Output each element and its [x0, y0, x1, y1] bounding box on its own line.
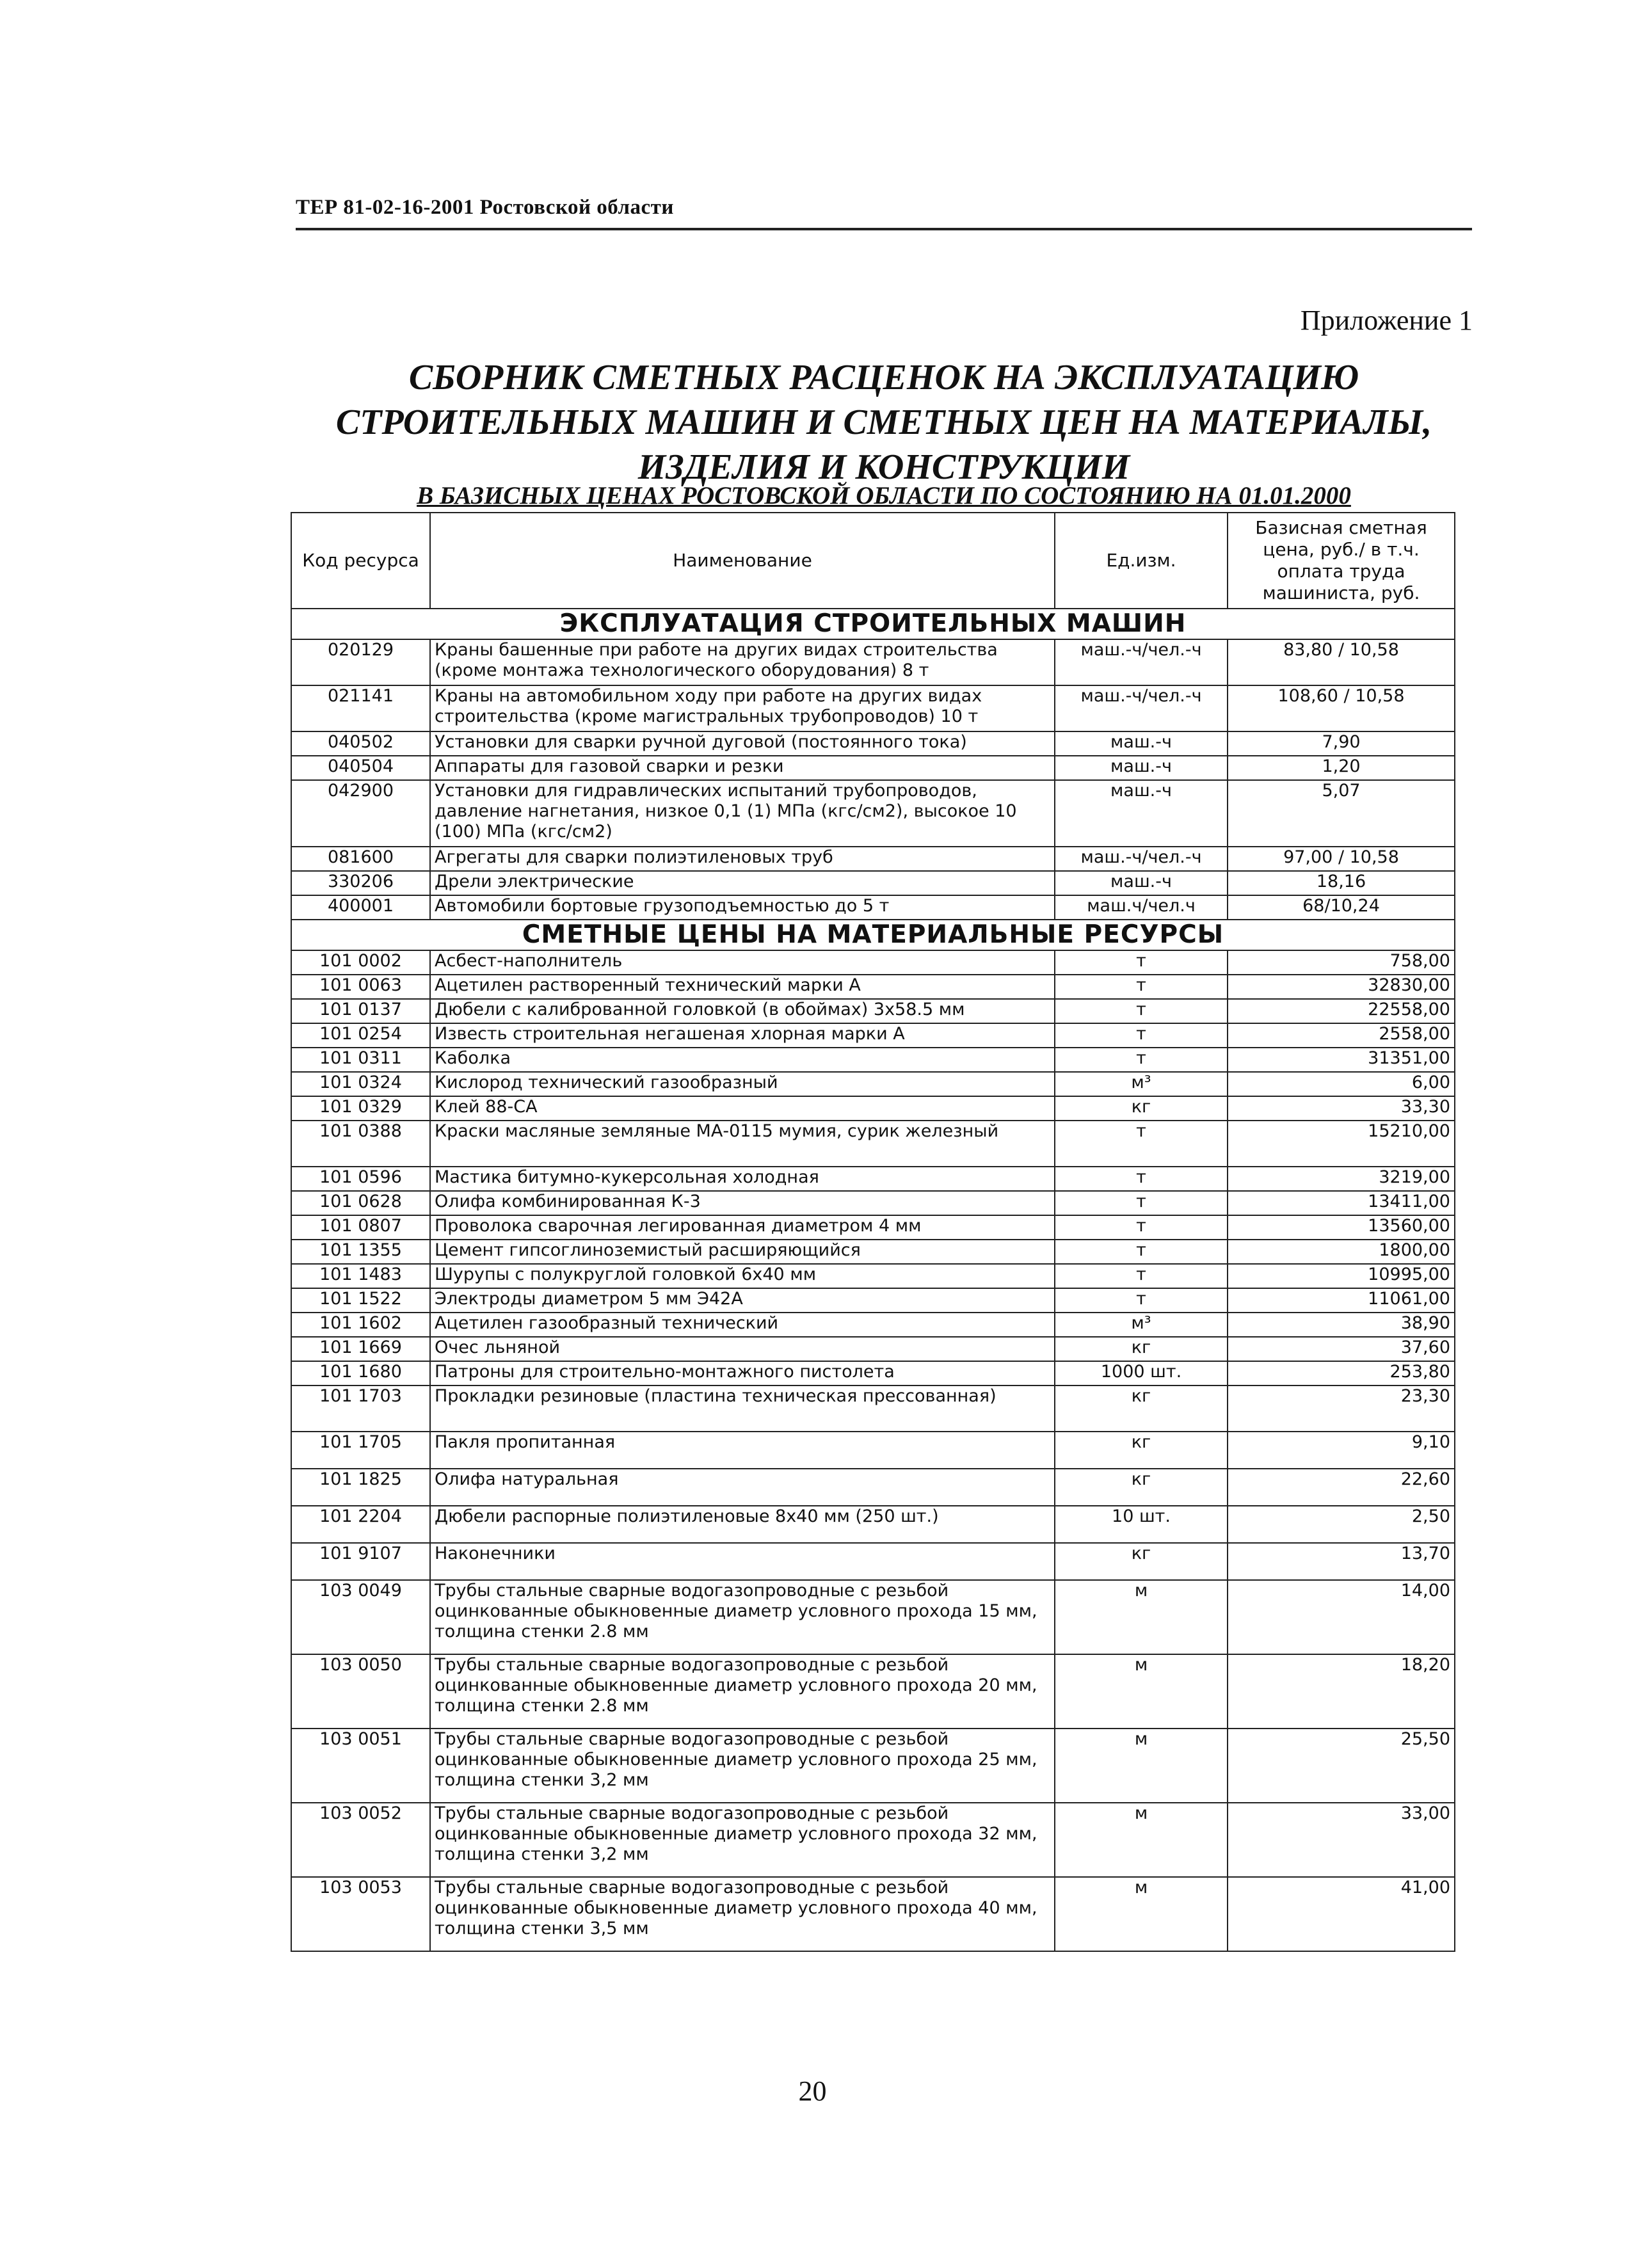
- resource-price: 22,60: [1228, 1469, 1455, 1506]
- section-title: СМЕТНЫЕ ЦЕНЫ НА МАТЕРИАЛЬНЫЕ РЕСУРСЫ: [291, 920, 1455, 950]
- resource-unit: т: [1055, 1264, 1228, 1288]
- document-title: [296, 355, 1472, 490]
- resource-code: 101 1705: [291, 1432, 430, 1469]
- table-row: [291, 847, 1455, 871]
- resource-price: 18,16: [1228, 871, 1455, 895]
- table-body: [291, 609, 1455, 1951]
- resource-price: 97,00 / 10,58: [1228, 847, 1455, 871]
- resource-price: 14,00: [1228, 1580, 1455, 1654]
- table-row: [291, 1543, 1455, 1580]
- resource-unit: м: [1055, 1654, 1228, 1729]
- resource-code: 101 2204: [291, 1506, 430, 1543]
- table-row: [291, 1506, 1455, 1543]
- resource-name: Олифа комбинированная К-3: [430, 1191, 1055, 1215]
- resource-name: Очес льняной: [430, 1337, 1055, 1361]
- resource-name: Ацетилен газообразный технический: [430, 1313, 1055, 1337]
- resource-code: 020129: [291, 639, 430, 685]
- resource-unit: т: [1055, 975, 1228, 999]
- resource-price: 3219,00: [1228, 1167, 1455, 1191]
- resource-name: Автомобили бортовые грузоподъемностью до 5 т: [430, 895, 1055, 920]
- resource-code: 101 0324: [291, 1072, 430, 1096]
- resource-name: Дрели электрические: [430, 871, 1055, 895]
- header-name: Наименование: [430, 513, 1055, 609]
- table-row: [291, 895, 1455, 920]
- resource-name: Электроды диаметром 5 мм Э42А: [430, 1288, 1055, 1313]
- resource-code: 101 0002: [291, 950, 430, 975]
- resource-code: 101 1680: [291, 1361, 430, 1386]
- resource-price: 13,70: [1228, 1543, 1455, 1580]
- resource-name: Краны на автомобильном ходу при работе на других видах строительства (кроме магистральных трубопроводов) 10 т: [430, 685, 1055, 731]
- resource-price: 41,00: [1228, 1877, 1455, 1951]
- resource-code: 101 1825: [291, 1469, 430, 1506]
- resource-name: Кислород технический газообразный: [430, 1072, 1055, 1096]
- resource-name: Патроны для строительно-монтажного пистолета: [430, 1361, 1055, 1386]
- title-line: СТРОИТЕЛЬНЫХ МАШИН И СМЕТНЫХ ЦЕН НА МАТЕРИАЛЫ,: [335, 403, 1432, 442]
- resource-price: 68/10,24: [1228, 895, 1455, 920]
- table-row: [291, 871, 1455, 895]
- resource-price: 1800,00: [1228, 1240, 1455, 1264]
- resource-price: 33,00: [1228, 1803, 1455, 1877]
- resource-price: 23,30: [1228, 1386, 1455, 1432]
- resource-unit: т: [1055, 950, 1228, 975]
- resource-unit: кг: [1055, 1469, 1228, 1506]
- table-row: [291, 1096, 1455, 1121]
- resource-unit: м³: [1055, 1313, 1228, 1337]
- resource-code: 021141: [291, 685, 430, 731]
- resource-name: Мастика битумно-кукерсольная холодная: [430, 1167, 1055, 1191]
- resource-unit: маш.-ч: [1055, 780, 1228, 847]
- section-header-materials: [291, 920, 1455, 950]
- resource-name: Краны башенные при работе на других видах строительства (кроме монтажа технологического оборудования) 8 т: [430, 639, 1055, 685]
- resource-name: Дюбели распорные полиэтиленовые 8х40 мм (250 шт.): [430, 1506, 1055, 1543]
- resource-code: 101 1669: [291, 1337, 430, 1361]
- resource-unit: м: [1055, 1729, 1228, 1803]
- resource-unit: т: [1055, 1167, 1228, 1191]
- resource-unit: кг: [1055, 1337, 1228, 1361]
- resource-name: Известь строительная негашеная хлорная марки А: [430, 1023, 1055, 1048]
- resource-code: 101 1355: [291, 1240, 430, 1264]
- resource-code: 103 0051: [291, 1729, 430, 1803]
- table-row: [291, 639, 1455, 685]
- resource-name: Агрегаты для сварки полиэтиленовых труб: [430, 847, 1055, 871]
- resource-unit: т: [1055, 1240, 1228, 1264]
- table-row: [291, 1121, 1455, 1167]
- table-row: [291, 1240, 1455, 1264]
- resource-unit: т: [1055, 1048, 1228, 1072]
- title-line: ИЗДЕЛИЯ И КОНСТРУКЦИИ: [637, 447, 1130, 487]
- resource-code: 103 0053: [291, 1877, 430, 1951]
- resource-unit: кг: [1055, 1543, 1228, 1580]
- resource-price: 33,30: [1228, 1096, 1455, 1121]
- resource-price: 13411,00: [1228, 1191, 1455, 1215]
- resource-name: Прокладки резиновые (пластина техническая прессованная): [430, 1386, 1055, 1432]
- resource-unit: маш.-ч/чел.-ч: [1055, 639, 1228, 685]
- resource-unit: м³: [1055, 1072, 1228, 1096]
- section-header-machines: [291, 609, 1455, 639]
- resource-code: 081600: [291, 847, 430, 871]
- resource-code: 042900: [291, 780, 430, 847]
- resource-code: 040504: [291, 756, 430, 780]
- resource-name: Ацетилен растворенный технический марки А: [430, 975, 1055, 999]
- table-row: [291, 685, 1455, 731]
- resource-price: 11061,00: [1228, 1288, 1455, 1313]
- table-row: [291, 780, 1455, 847]
- appendix-label: Приложение 1: [1300, 305, 1473, 336]
- table-row: [291, 1386, 1455, 1432]
- table-row: [291, 1580, 1455, 1654]
- resource-price: 10995,00: [1228, 1264, 1455, 1288]
- resource-price: 15210,00: [1228, 1121, 1455, 1167]
- table-row: [291, 1072, 1455, 1096]
- resource-unit: т: [1055, 1215, 1228, 1240]
- table-row: [291, 1654, 1455, 1729]
- resource-name: Проволока сварочная легированная диаметром 4 мм: [430, 1215, 1055, 1240]
- resource-name: Шурупы с полукруглой головкой 6х40 мм: [430, 1264, 1055, 1288]
- table-row: [291, 1803, 1455, 1877]
- resource-name: Цемент гипсоглиноземистый расширяющийся: [430, 1240, 1055, 1264]
- resource-code: 040502: [291, 731, 430, 756]
- table-header-row: [291, 513, 1455, 609]
- resource-unit: кг: [1055, 1386, 1228, 1432]
- table-row: [291, 756, 1455, 780]
- header-rule: [296, 228, 1472, 230]
- table-row: [291, 1877, 1455, 1951]
- header-unit: Ед.изм.: [1055, 513, 1228, 609]
- table-row: [291, 1167, 1455, 1191]
- resource-unit: маш.-ч: [1055, 871, 1228, 895]
- resource-price: 9,10: [1228, 1432, 1455, 1469]
- resource-code: 101 1602: [291, 1313, 430, 1337]
- table-row: [291, 1729, 1455, 1803]
- resource-code: 101 0137: [291, 999, 430, 1023]
- resource-unit: кг: [1055, 1096, 1228, 1121]
- running-head: ТЕР 81-02-16-2001 Ростовской области: [296, 196, 674, 219]
- resource-name: Наконечники: [430, 1543, 1055, 1580]
- resource-code: 101 0254: [291, 1023, 430, 1048]
- header-price: Базисная сметная цена, руб./ в т.ч. оплата труда машиниста, руб.: [1228, 513, 1455, 609]
- resource-price: 1,20: [1228, 756, 1455, 780]
- page-number: 20: [798, 2075, 827, 2107]
- resource-code: 101 1483: [291, 1264, 430, 1288]
- resource-unit: кг: [1055, 1432, 1228, 1469]
- table-row: [291, 1337, 1455, 1361]
- table-row: [291, 975, 1455, 999]
- resource-name: Пакля пропитанная: [430, 1432, 1055, 1469]
- table-row: [291, 1361, 1455, 1386]
- table-row: [291, 1432, 1455, 1469]
- resource-price: 31351,00: [1228, 1048, 1455, 1072]
- resource-unit: маш.ч/чел.ч: [1055, 895, 1228, 920]
- table-row: [291, 1023, 1455, 1048]
- resource-price: 13560,00: [1228, 1215, 1455, 1240]
- resource-code: 103 0052: [291, 1803, 430, 1877]
- resource-price: 38,90: [1228, 1313, 1455, 1337]
- resource-price: 2558,00: [1228, 1023, 1455, 1048]
- resource-name: Трубы стальные сварные водогазопроводные с резьбой оцинкованные обыкновенные диаметр условного прохода 20 мм, толщина стенки 2.8 мм: [430, 1654, 1055, 1729]
- resource-code: 330206: [291, 871, 430, 895]
- resource-name: Асбест-наполнитель: [430, 950, 1055, 975]
- table-row: [291, 1264, 1455, 1288]
- resource-price: 83,80 / 10,58: [1228, 639, 1455, 685]
- resource-code: 101 0596: [291, 1167, 430, 1191]
- resource-code: 101 0628: [291, 1191, 430, 1215]
- resource-unit: м: [1055, 1580, 1228, 1654]
- resource-price: 22558,00: [1228, 999, 1455, 1023]
- resource-price: 37,60: [1228, 1337, 1455, 1361]
- resource-unit: т: [1055, 1121, 1228, 1167]
- resource-code: 101 1522: [291, 1288, 430, 1313]
- resource-price: 2,50: [1228, 1506, 1455, 1543]
- resource-price: 253,80: [1228, 1361, 1455, 1386]
- table-row: [291, 1048, 1455, 1072]
- resource-name: Установки для сварки ручной дуговой (постоянного тока): [430, 731, 1055, 756]
- table-row: [291, 950, 1455, 975]
- resource-unit: м: [1055, 1877, 1228, 1951]
- resource-code: 101 0311: [291, 1048, 430, 1072]
- resource-code: 101 9107: [291, 1543, 430, 1580]
- resource-code: 103 0050: [291, 1654, 430, 1729]
- resource-code: 101 0388: [291, 1121, 430, 1167]
- resource-table: [291, 512, 1455, 1952]
- resource-unit: т: [1055, 1023, 1228, 1048]
- resource-name: Олифа натуральная: [430, 1469, 1055, 1506]
- title-line: СБОРНИК СМЕТНЫХ РАСЦЕНОК НА ЭКСПЛУАТАЦИЮ: [408, 358, 1359, 397]
- resource-code: 101 0329: [291, 1096, 430, 1121]
- table-row: [291, 999, 1455, 1023]
- resource-name: Установки для гидравлических испытаний трубопроводов, давление нагнетания, низкое 0,1 (1) МПа (кгс/см2), высокое 10 (100) МПа (кгс/см2): [430, 780, 1055, 847]
- resource-name: Клей 88-СА: [430, 1096, 1055, 1121]
- resource-unit: 1000 шт.: [1055, 1361, 1228, 1386]
- resource-name: Трубы стальные сварные водогазопроводные с резьбой оцинкованные обыкновенные диаметр условного прохода 32 мм, толщина стенки 3,2 мм: [430, 1803, 1055, 1877]
- resource-price: 758,00: [1228, 950, 1455, 975]
- resource-unit: т: [1055, 1191, 1228, 1215]
- resource-code: 103 0049: [291, 1580, 430, 1654]
- resource-name: Каболка: [430, 1048, 1055, 1072]
- table-row: [291, 731, 1455, 756]
- resource-unit: маш.-ч/чел.-ч: [1055, 847, 1228, 871]
- table-row: [291, 1469, 1455, 1506]
- resource-name: Трубы стальные сварные водогазопроводные с резьбой оцинкованные обыкновенные диаметр условного прохода 40 мм, толщина стенки 3,5 мм: [430, 1877, 1055, 1951]
- subtitle-text: В БАЗИСНЫХ ЦЕНАХ РОСТОВСКОЙ ОБЛАСТИ ПО СОСТОЯНИЮ НА 01.01.2000: [417, 482, 1351, 509]
- resource-name: Дюбели с калиброванной головкой (в обоймах) 3х58.5 мм: [430, 999, 1055, 1023]
- resource-unit: маш.-ч: [1055, 731, 1228, 756]
- resource-code: 101 0807: [291, 1215, 430, 1240]
- table-row: [291, 1215, 1455, 1240]
- resource-name: Трубы стальные сварные водогазопроводные с резьбой оцинкованные обыкновенные диаметр условного прохода 25 мм, толщина стенки 3,2 мм: [430, 1729, 1055, 1803]
- resource-code: 400001: [291, 895, 430, 920]
- table-row: [291, 1191, 1455, 1215]
- document-subtitle: [296, 481, 1472, 510]
- resource-unit: маш.-ч/чел.-ч: [1055, 685, 1228, 731]
- resource-price: 32830,00: [1228, 975, 1455, 999]
- table-row: [291, 1288, 1455, 1313]
- resource-name: Трубы стальные сварные водогазопроводные с резьбой оцинкованные обыкновенные диаметр условного прохода 15 мм, толщина стенки 2.8 мм: [430, 1580, 1055, 1654]
- resource-price: 7,90: [1228, 731, 1455, 756]
- resource-name: Краски масляные земляные МА-0115 мумия, сурик железный: [430, 1121, 1055, 1167]
- resource-unit: маш.-ч: [1055, 756, 1228, 780]
- resource-price: 5,07: [1228, 780, 1455, 847]
- header-code: Код ресурса: [291, 513, 430, 609]
- section-title: ЭКСПЛУАТАЦИЯ СТРОИТЕЛЬНЫХ МАШИН: [291, 609, 1455, 639]
- table-row: [291, 1313, 1455, 1337]
- resource-price: 6,00: [1228, 1072, 1455, 1096]
- resource-unit: м: [1055, 1803, 1228, 1877]
- resource-price: 108,60 / 10,58: [1228, 685, 1455, 731]
- resource-unit: т: [1055, 1288, 1228, 1313]
- resource-code: 101 1703: [291, 1386, 430, 1432]
- resource-name: Аппараты для газовой сварки и резки: [430, 756, 1055, 780]
- resource-code: 101 0063: [291, 975, 430, 999]
- resource-unit: 10 шт.: [1055, 1506, 1228, 1543]
- resource-price: 25,50: [1228, 1729, 1455, 1803]
- resource-price: 18,20: [1228, 1654, 1455, 1729]
- resource-unit: т: [1055, 999, 1228, 1023]
